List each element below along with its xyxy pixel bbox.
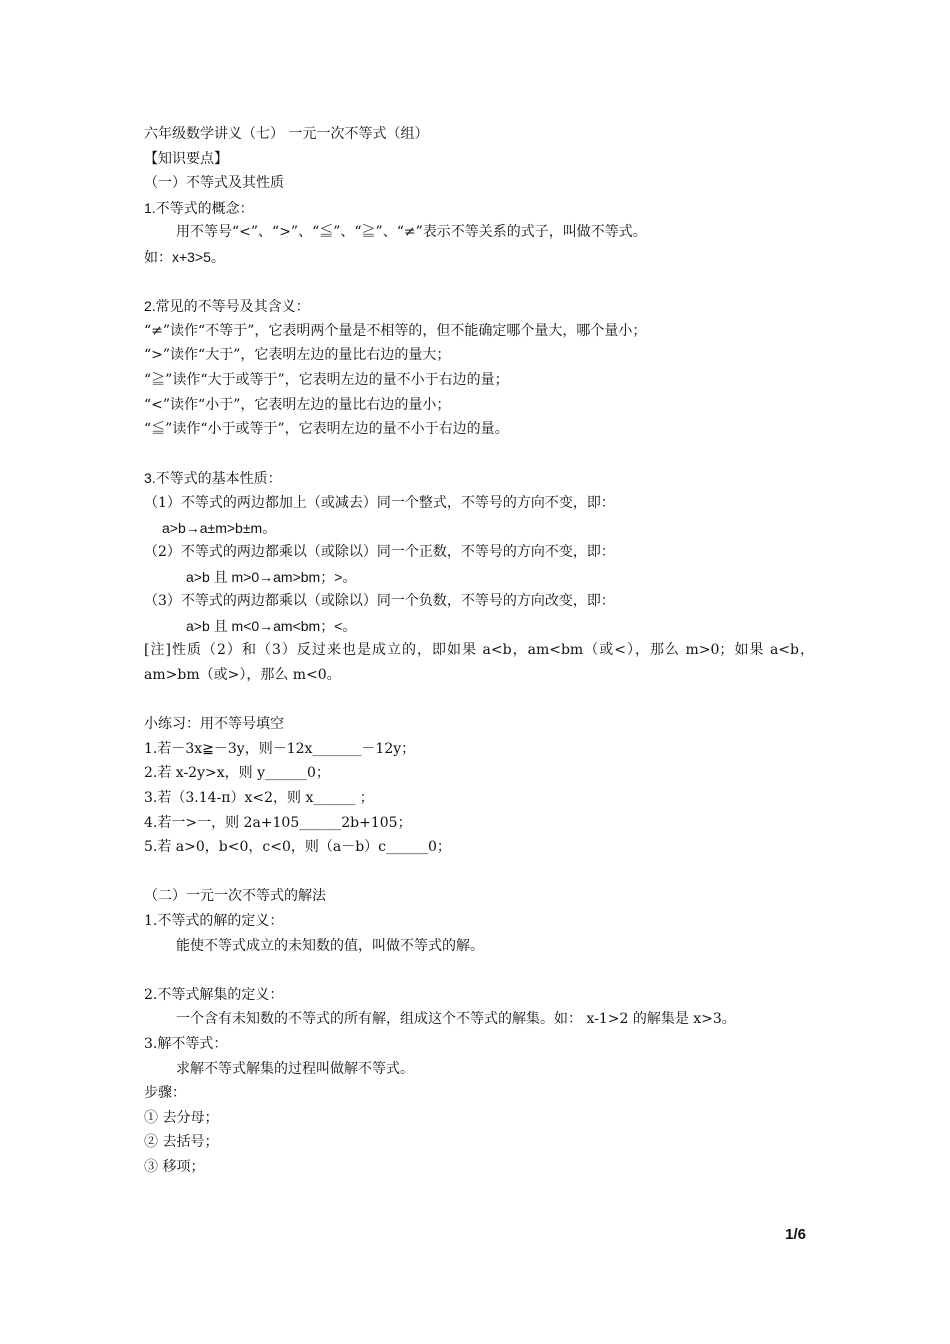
- part1-heading: （一）不等式及其性质: [144, 175, 284, 192]
- exercise-item: 1.若－3x≧－3y，则－12x_______－12y；: [144, 740, 416, 757]
- step-item: ① 去分母；: [144, 1109, 219, 1126]
- symbol-meaning: “≧”读作“大于或等于”，它表明左边的量不小于右边的量；: [144, 371, 509, 388]
- symbol-meaning: “≦”读作“小于或等于”，它表明左边的量不小于右边的量。: [144, 421, 509, 438]
- step-item: ② 去括号；: [144, 1134, 219, 1151]
- symbol-meaning: “>”读作“大于”，它表明左边的量比右边的量大；: [144, 347, 451, 364]
- symbols-heading: 2.常见的不等号及其含义：: [144, 298, 310, 315]
- concept-text: 用不等号“<”、“>”、“≦”、“≧”、“≠”表示不等关系的式子，叫做不等式。: [176, 224, 647, 241]
- property-text: （2）不等式的两边都乘以（或除以）同一个正数，不等号的方向不变，即：: [144, 544, 615, 561]
- solution-text: 能使不等式成立的未知数的值，叫做不等式的解。: [176, 937, 484, 954]
- document-body: [144, 122, 814, 1180]
- exercise-item: 3.若（3.14-π）x<2，则 x______ ；: [144, 790, 374, 807]
- section-knowledge-points: 【知识要点】: [144, 150, 228, 167]
- page-number: 1/6: [785, 1226, 806, 1243]
- part2-heading: （二）一元一次不等式的解法: [144, 888, 326, 905]
- exercise-heading: 小练习：用不等号填空: [144, 716, 284, 733]
- document-title: 六年级数学讲义（七） 一元一次不等式（组）: [144, 126, 429, 142]
- property-formula: a>b 且 m>0→am>bm；>。: [186, 568, 357, 585]
- spacer: [144, 860, 814, 885]
- symbol-meaning: “<”读作“小于”，它表明左边的量比右边的量小；: [144, 396, 451, 413]
- concept-heading: 1.不等式的概念：: [144, 199, 254, 216]
- spacer: [144, 958, 814, 983]
- properties-heading: 3.不等式的基本性质：: [144, 470, 282, 487]
- exercise-item: 4.若一>一，则 2a+105______2b+105；: [144, 814, 412, 831]
- symbol-meaning: “≠”读作“不等于”，它表明两个量是不相等的，但不能确定哪个量大，哪个量小；: [144, 322, 647, 339]
- property-note: [注]性质（2）和（3）反过来也是成立的，即如果 a<b，am<bm（或<），那么 m>0；如果 a<b，am>bm（或>），那么 m<0。: [144, 642, 814, 684]
- property-formula: a>b 且 m<0→am<bm；<。: [186, 617, 357, 634]
- steps-heading: 步骤：: [144, 1085, 186, 1102]
- solution-set-text: [144, 1007, 814, 1032]
- property-text: （3）不等式的两边都乘以（或除以）同一个负数，不等号的方向改变，即：: [144, 593, 615, 610]
- concept-example: 如：x+3>5。: [144, 248, 225, 265]
- solution-set-heading: 2.不等式解集的定义：: [144, 986, 284, 1003]
- exercise-item: 5.若 a>0，b<0，c<0，则（a－b）c______0；: [144, 839, 451, 856]
- solution-heading: 1.不等式的解的定义：: [144, 913, 284, 929]
- property-text: （1）不等式的两边都加上（或减去）同一个整式，不等号的方向不变，即：: [144, 494, 615, 511]
- solve-heading: 3.解不等式：: [144, 1035, 228, 1052]
- solution-set-text-content: 一个含有未知数的不等式的所有解，组成这个不等式的解集。如： x-1>2 的解集是 x>3。: [176, 1011, 736, 1028]
- step-item: ③ 移项；: [144, 1158, 205, 1175]
- solve-text: 求解不等式解集的过程叫做解不等式。: [176, 1060, 414, 1077]
- exercise-item: 2.若 x-2y>x，则 y______0；: [144, 765, 330, 782]
- property-formula: a>b→a±m>b±m。: [162, 519, 277, 536]
- spacer: [144, 688, 814, 713]
- spacer: [144, 442, 814, 467]
- spacer: [144, 270, 814, 295]
